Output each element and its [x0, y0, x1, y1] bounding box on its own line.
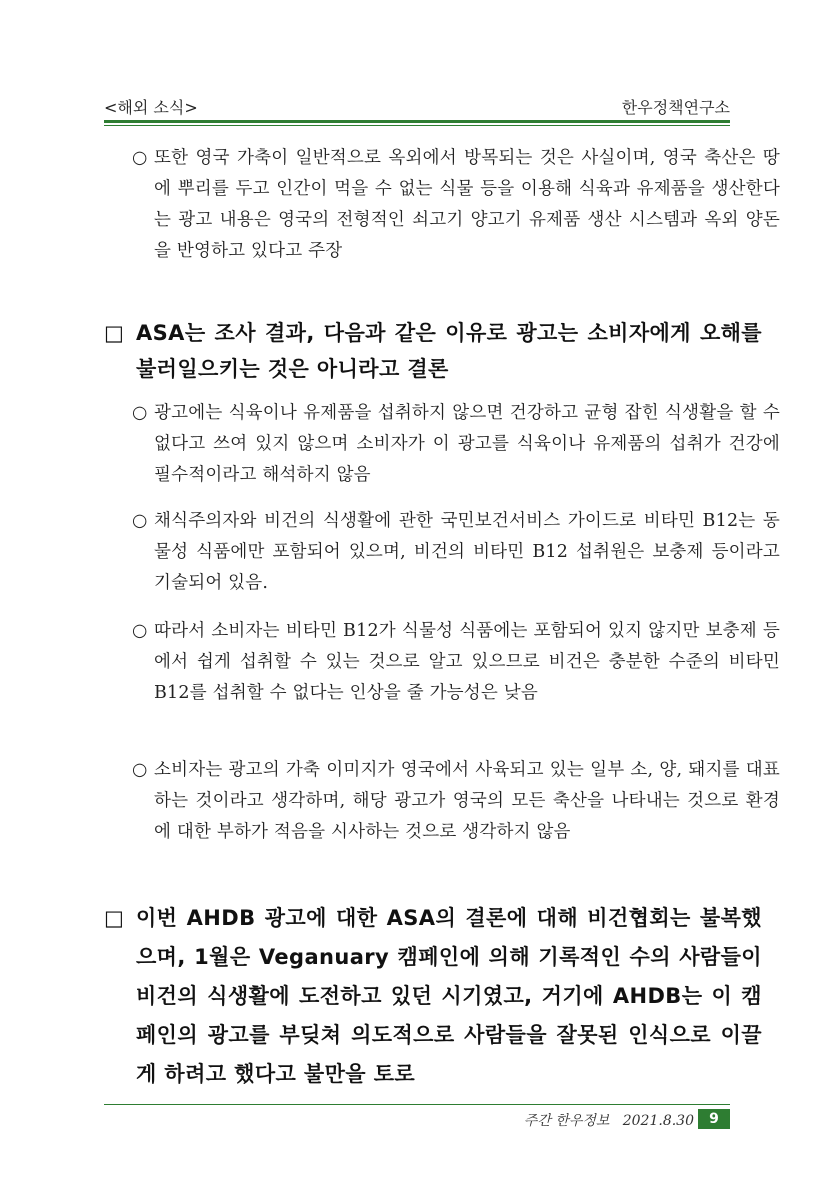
circle-bullet-icon: ○	[132, 621, 148, 641]
paragraph-text: 소비자는 광고의 가축 이미지가 영국에서 사육되고 있는 일부 소, 양, 돼지를 대표하는 것이라고 생각하며, 해당 광고가 영국의 모든 축산을 나타내는 것으로 환경에 대한 부하가 적음을 시사하는 것으로 생각하지 않음	[154, 760, 780, 842]
footer-publication: 주간 한우정보 2021.8.30	[523, 1113, 694, 1129]
bullet-paragraph-2	[104, 398, 780, 491]
square-bullet-icon: □	[104, 906, 125, 930]
bullet-paragraph-3	[104, 506, 780, 599]
paragraph-text: 광고에는 식육이나 유제품을 섭취하지 않으면 건강하고 균형 잡힌 식생활을 할 수 없다고 쓰여 있지 않으며 소비자가 이 광고를 식육이나 유제품의 섭취가 건강에 필수적이라고 해석하지 않음	[154, 403, 780, 485]
header-publisher: 한우정책연구소	[621, 98, 730, 117]
square-paragraph-1	[104, 315, 762, 387]
circle-bullet-icon: ○	[132, 403, 148, 423]
paragraph-text: 이번 AHDB 광고에 대한 ASA의 결론에 대해 비건협회는 불복했으며, 1월은 Veganuary 캠페인에 의해 기록적인 수의 사람들이 비건의 식생활에 도전하고 있던 시기였고, 거기에 AHDB는 이 캠페인의 광고를 부딪쳐 의도적으로 사람들을 잘못된 인식으로 이끌게 하려고 했다고 불만을 토로	[136, 906, 762, 1086]
paragraph-text: 따라서 소비자는 비타민 B12가 식물성 식품에는 포함되어 있지 않지만 보충제 등에서 쉽게 섭취할 수 있는 것으로 알고 있으므로 비건은 충분한 수준의 비타민 B12를 섭취할 수 없다는 인상을 줄 가능성은 낮음	[154, 621, 780, 703]
square-bullet-icon: □	[104, 321, 125, 345]
circle-bullet-icon: ○	[132, 760, 148, 780]
header-section-label: <해외 소식>	[104, 98, 198, 117]
footer-rule	[104, 1104, 730, 1105]
paragraph-text: 또한 영국 가축이 일반적으로 옥외에서 방목되는 것은 사실이며, 영국 축산은 땅에 뿌리를 두고 인간이 먹을 수 없는 식물 등을 이용해 식육과 유제품을 생산한다는 광고 내용은 영국의 전형적인 쇠고기 양고기 유제품 생산 시스템과 옥외 양돈을 반영하고 있다고 주장	[154, 148, 780, 261]
circle-bullet-icon: ○	[132, 511, 148, 531]
page-number-badge: 9	[698, 1109, 730, 1129]
square-paragraph-2	[104, 899, 762, 1094]
header-rule	[104, 120, 730, 123]
paragraph-text: 채식주의자와 비건의 식생활에 관한 국민보건서비스 가이드로 비타민 B12는 동물성 식품에만 포함되어 있으며, 비건의 비타민 B12 섭취원은 보충제 등이라고 기술되어 있음.	[154, 511, 780, 593]
bullet-paragraph-1	[104, 143, 780, 267]
paragraph-text: ASA는 조사 결과, 다음과 같은 이유로 광고는 소비자에게 오해를 불러일으키는 것은 아니라고 결론	[136, 321, 762, 381]
header-rule-thin	[104, 125, 730, 126]
bullet-paragraph-5	[104, 755, 780, 848]
circle-bullet-icon: ○	[132, 148, 148, 168]
bullet-paragraph-4	[104, 616, 780, 709]
